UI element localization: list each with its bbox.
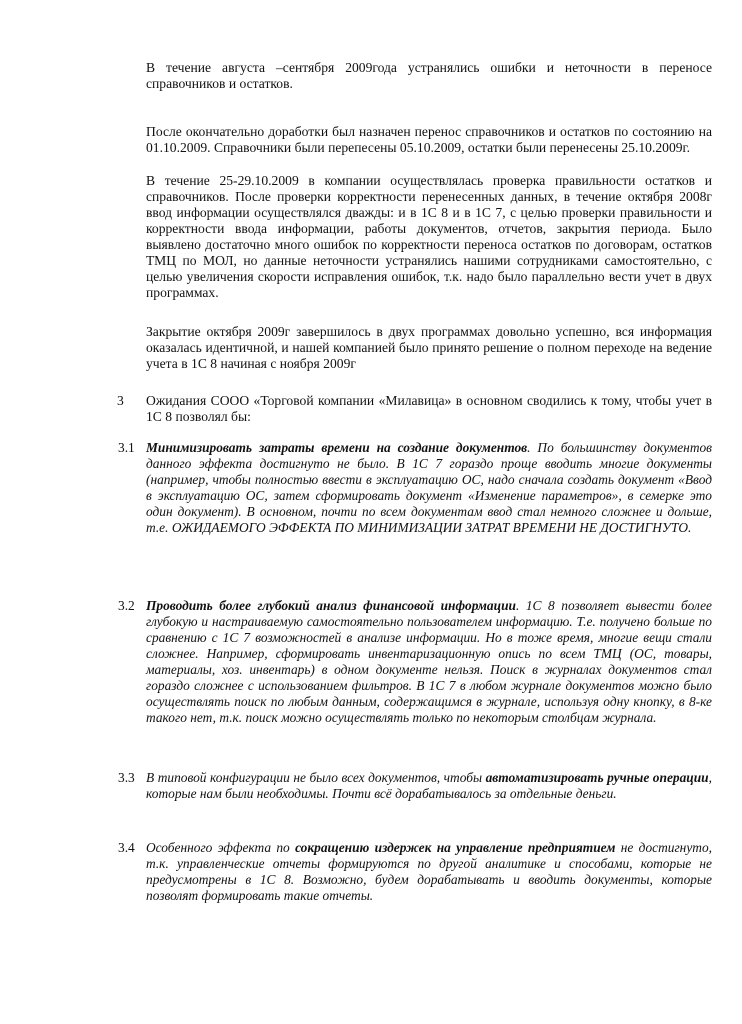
- paragraph-transfer-schedule: После окончательно доработки был назначен перенос справочников и остатков по состоянию на 01.10.2009. Справочники были перепесены 05.10.2009, остатки были перенесены 25.10.2009г.: [146, 124, 712, 155]
- paragraph-october-closing: Закрытие октября 2009г завершилось в двух программах довольно успешно, вся информация оказалась идентичной, и нашей компанией было принято решение о полном переходе на ведение учета в 1С 8 начиная с ноября 2009г: [146, 324, 712, 371]
- subsection-body: [146, 598, 712, 726]
- subsection-number: 3.3: [118, 770, 135, 785]
- subsection-lead: Проводить более глубокий анализ финансовой информации: [146, 598, 516, 613]
- subsection-number: 3.1: [118, 440, 135, 455]
- paragraph-august-september: В течение августа –сентября 2009года устранялись ошибки и неточности в переносе справочников и остатков.: [146, 60, 712, 91]
- subsection-text: не достигнуто, т.к. управленческие отчеты формируются по другой аналитике и способами, которые не предусмотрены в 1С 8. Возможно, будем дорабатывать и вводить документы, которые позволят формировать такие отчеты.: [146, 840, 712, 903]
- subsection-body: [146, 770, 712, 802]
- subsection-lead: Минимизировать затраты времени на создание документов: [146, 440, 528, 455]
- paragraph-verification: В течение 25-29.10.2009 в компании осуществлялась проверка правильности остатков и справочников. После проверки корректности перенесенных данных, в течение октября 2008г ввод информации осуществлялся дважды: и в 1С 8 и в 1С 7, с целью проверки правильности и корректности ввода информации, работы документов, отчетов, закрытия периода. Было выявлено достаточно много ошибок по корректности переноса остатков по договорам, остатков ТМЦ по МОЛ, но данные неточности устранялись нашими сотрудниками самостоятельно, с целью увеличения скорости исправления ошибок, т.к. надо было параллельно вести учет в двух программах.: [146, 173, 712, 300]
- subsection-body: [146, 840, 712, 904]
- section-3-text: Ожидания СООО «Торговой компании «Милавица» в основном сводились к тому, чтобы учет в 1С 8 позволял бы:: [146, 393, 712, 424]
- subsection-lead: автоматизировать ручные операции: [485, 770, 709, 785]
- section-number: 3: [117, 393, 124, 408]
- subsection-text: . 1С 8 позволяет вывести более глубокую и настраиваемую самостоятельно пользователем информацию. Т.е. получено больше по сравнению с 1С 7 возможностей в анализе информации. Но в тоже время, многие вещи стали сложнее. Например, сформировать инвентаризационную опись по всем ТМЦ (ОС, товары, материалы, хоз. инвентарь) в одном документе нельзя. Поиск в журналах документов стал гораздо сложнее с использованием фильтров. В 1С 7 в любом журнале документов можно было осуществлять поиск по любым данным, содержащимся в журнале, используя одну кнопку, в 8-ке такого нет, т.к. поиск можно осуществлять только по некоторым столбцам журнала.: [146, 598, 712, 725]
- subsection-lead: сокращению издержек на управление предприятием: [295, 840, 616, 855]
- subsection-body: [146, 440, 712, 536]
- subsection-number: 3.2: [118, 598, 135, 613]
- subsection-text: , которые нам были необходимы. Почти всё дорабатывалось за отдельные деньги.: [146, 770, 712, 801]
- subsection-number: 3.4: [118, 840, 135, 855]
- subsection-pre: Особенного эффекта по: [146, 840, 296, 855]
- subsection-text: . По большинству документов данного эффекта достигнуто не было. В 1С 7 гораздо проще вводить многие документы (например, чтобы полностью ввести в эксплуатацию ОС, надо сначала создать документ «Ввод в эксплуатацию ОС, затем сформировать документ «Изменение параметров», в семерке это один документ). В основном, почти по всем документам ввод стал немного сложнее и дольше, т.е. ОЖИДАЕМОГО ЭФФЕКТА ПО МИНИМИЗАЦИИ ЗАТРАТ ВРЕМЕНИ НЕ ДОСТИГНУТО.: [146, 440, 712, 535]
- subsection-pre: В типовой конфигурации не было всех документов, чтобы: [146, 770, 486, 785]
